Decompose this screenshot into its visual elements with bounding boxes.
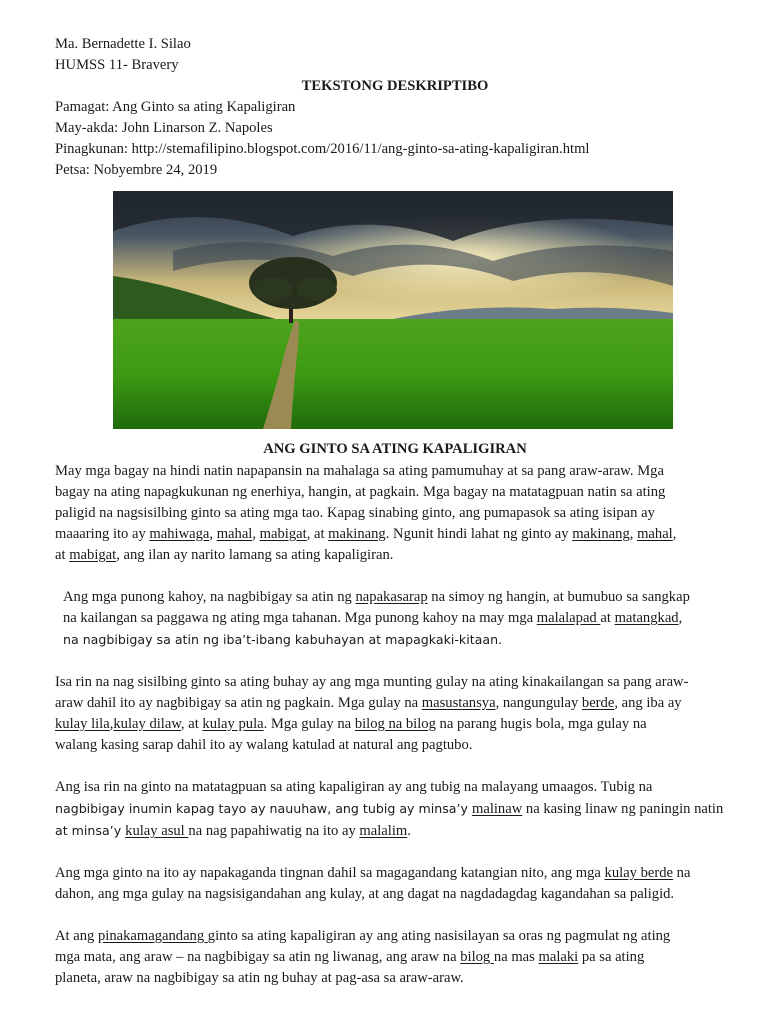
underlined-word: makinang xyxy=(572,526,630,542)
paragraph-4 xyxy=(55,777,735,842)
underlined-word: mahiwaga xyxy=(149,526,210,542)
author-line: May-akda: John Linarson Z. Napoles xyxy=(55,120,273,136)
text: , nangungulay xyxy=(495,695,582,711)
underlined-word: kulay berde xyxy=(604,865,674,881)
paragraph-5 xyxy=(55,863,735,905)
source-line: Pinagkunan: http://stemafilipino.blogspot.com/2016/11/ang-ginto-sa-ating-kapaligiran.html xyxy=(55,141,590,157)
landscape-photo-graphic xyxy=(113,191,673,429)
underlined-word: bilog xyxy=(460,949,494,965)
p6-line-3: planeta, araw na nagbibigay sa atin ng buhay at pag-asa sa araw-araw. xyxy=(55,970,464,986)
author-name: Ma. Bernadette I. Silao xyxy=(55,36,191,52)
underlined-word: mahal xyxy=(637,526,673,542)
underlined-word: mabigat xyxy=(259,526,307,542)
p3-line-4: walang kasing sarap dahil ito ay walang katulad at natural ang pagtubo. xyxy=(55,737,473,753)
paragraph-3 xyxy=(55,672,735,756)
text: , ang ilan ay narito lamang sa ating kapaligiran. xyxy=(116,547,394,563)
text: na kasing linaw ng paningin natin xyxy=(522,801,724,817)
text: pa sa ating xyxy=(578,949,645,965)
p2-line-1: Ang mga punong kahoy, na nagbibigay sa atin ng xyxy=(63,589,356,605)
underlined-word: pinakamagandang xyxy=(97,928,208,944)
p2-line-2: na kailangan sa paggawa ng ating mga tahanan. Mga punong kahoy na may mga xyxy=(63,610,537,626)
document-title: TEKSTONG DESKRIPTIBO xyxy=(301,78,489,94)
text: , xyxy=(252,526,260,542)
class-section: HUMSS 11- Bravery xyxy=(55,57,179,73)
p1-line-3: paligid na nagsisilbing ginto sa ating mga tao. Kapag sinabing ginto, ang pumapasok sa ating isipan ay xyxy=(55,505,655,521)
underlined-word: mabigat xyxy=(69,547,117,563)
p3-line-1: Isa rin na nag sisilbing ginto sa ating buhay ay ang mga munting gulay na ating kinakailangan sa pang araw- xyxy=(55,674,689,690)
text: . Mga gulay na xyxy=(263,716,355,732)
text: at xyxy=(600,610,615,626)
text: , at xyxy=(180,716,203,732)
p5-line-1: Ang mga ginto na ito ay napakaganda tingnan dahil sa magagandang katangian nito, ang mga xyxy=(55,865,605,881)
underlined-word: masustansya xyxy=(421,695,496,711)
underlined-word: malinaw xyxy=(471,801,523,817)
p4-line-3: at minsa’y xyxy=(55,823,126,838)
underlined-word: malalapad xyxy=(536,610,601,626)
p4-line-2: nagbibigay inumin kapag tayo ay nauuhaw, ang tubig ay minsa’y xyxy=(55,801,472,816)
p1-line-5: at xyxy=(55,547,70,563)
underlined-word: malalim xyxy=(359,823,408,839)
underlined-word: kulay lila xyxy=(55,716,110,732)
underlined-word: kulay pula xyxy=(202,716,264,732)
paragraph-6 xyxy=(55,926,735,989)
p6-line-1: At ang xyxy=(55,928,98,944)
underlined-word: napakasarap xyxy=(355,589,428,605)
underlined-word: mahal xyxy=(216,526,253,542)
underlined-word: malaki xyxy=(538,949,579,965)
essay-title: ANG GINTO SA ATING KAPALIGIRAN xyxy=(263,441,527,457)
underlined-word: bilog na bilog xyxy=(354,716,436,732)
text: ginto sa ating kapaligiran ay ang ating nasisilayan sa oras ng pagmulat ng ating xyxy=(207,928,671,944)
underlined-word: matangkad xyxy=(614,610,679,626)
text: , xyxy=(678,610,683,626)
landscape-photo xyxy=(113,191,673,429)
underlined-word: kulay asul xyxy=(125,823,189,839)
underlined-word: makinang xyxy=(328,526,386,542)
p1-line-1: May mga bagay na hindi natin napapansin na mahalaga sa ating pamumuhay at sa pang araw-araw. Mga xyxy=(55,463,664,479)
date-line: Petsa: Nobyembre 24, 2019 xyxy=(55,162,218,178)
text: , xyxy=(109,716,114,732)
paragraph-2 xyxy=(55,587,735,651)
text: na simoy ng hangin, at bumubuo sa sangkap xyxy=(427,589,690,605)
paragraph-1 xyxy=(55,461,735,566)
text: . xyxy=(407,823,411,839)
text: , ang iba ay xyxy=(614,695,682,711)
text: . Ngunit hindi lahat ng ginto ay xyxy=(385,526,573,542)
text: na mas xyxy=(493,949,539,965)
underlined-word: berde xyxy=(581,695,615,711)
text: na nag papahiwatig na ito ay xyxy=(188,823,360,839)
text: , xyxy=(209,526,217,542)
underlined-word: kulay dilaw xyxy=(113,716,181,732)
text: , xyxy=(629,526,638,542)
p3-line-2: araw dahil ito ay nagbibigay sa atin ng pagkain. Mga gulay na xyxy=(55,695,422,711)
text: , at xyxy=(306,526,329,542)
p6-line-2: mga mata, ang araw – na nagbibigay sa atin ng liwanag, ang araw na xyxy=(55,949,461,965)
text: na xyxy=(673,865,691,881)
text: na parang hugis bola, mga gulay na xyxy=(435,716,647,732)
p5-line-2: dahon, ang mga gulay na nagsisigandahan ang kulay, at ang dagat na nagdadagdag kagandahan sa paligid. xyxy=(55,886,675,902)
p1-line-4: maaaring ito ay xyxy=(55,526,150,542)
p2-line-3: na nagbibigay sa atin ng iba’t-ibang kabuhayan at mapagkaki-kitaan. xyxy=(63,632,503,647)
p1-line-2: bagay na ating napagkukunan ng enerhiya, hangin, at pagkain. Mga bagay na matatagpuan natin sa ating xyxy=(55,484,666,500)
title-line: Pamagat: Ang Ginto sa ating Kapaligiran xyxy=(55,99,296,115)
p4-line-1: Ang isa rin na ginto na matatagpuan sa ating kapaligiran ay ang tubig na malayang umaagos. Tubig na xyxy=(55,779,653,795)
text: , xyxy=(672,526,677,542)
document-page xyxy=(55,34,735,989)
